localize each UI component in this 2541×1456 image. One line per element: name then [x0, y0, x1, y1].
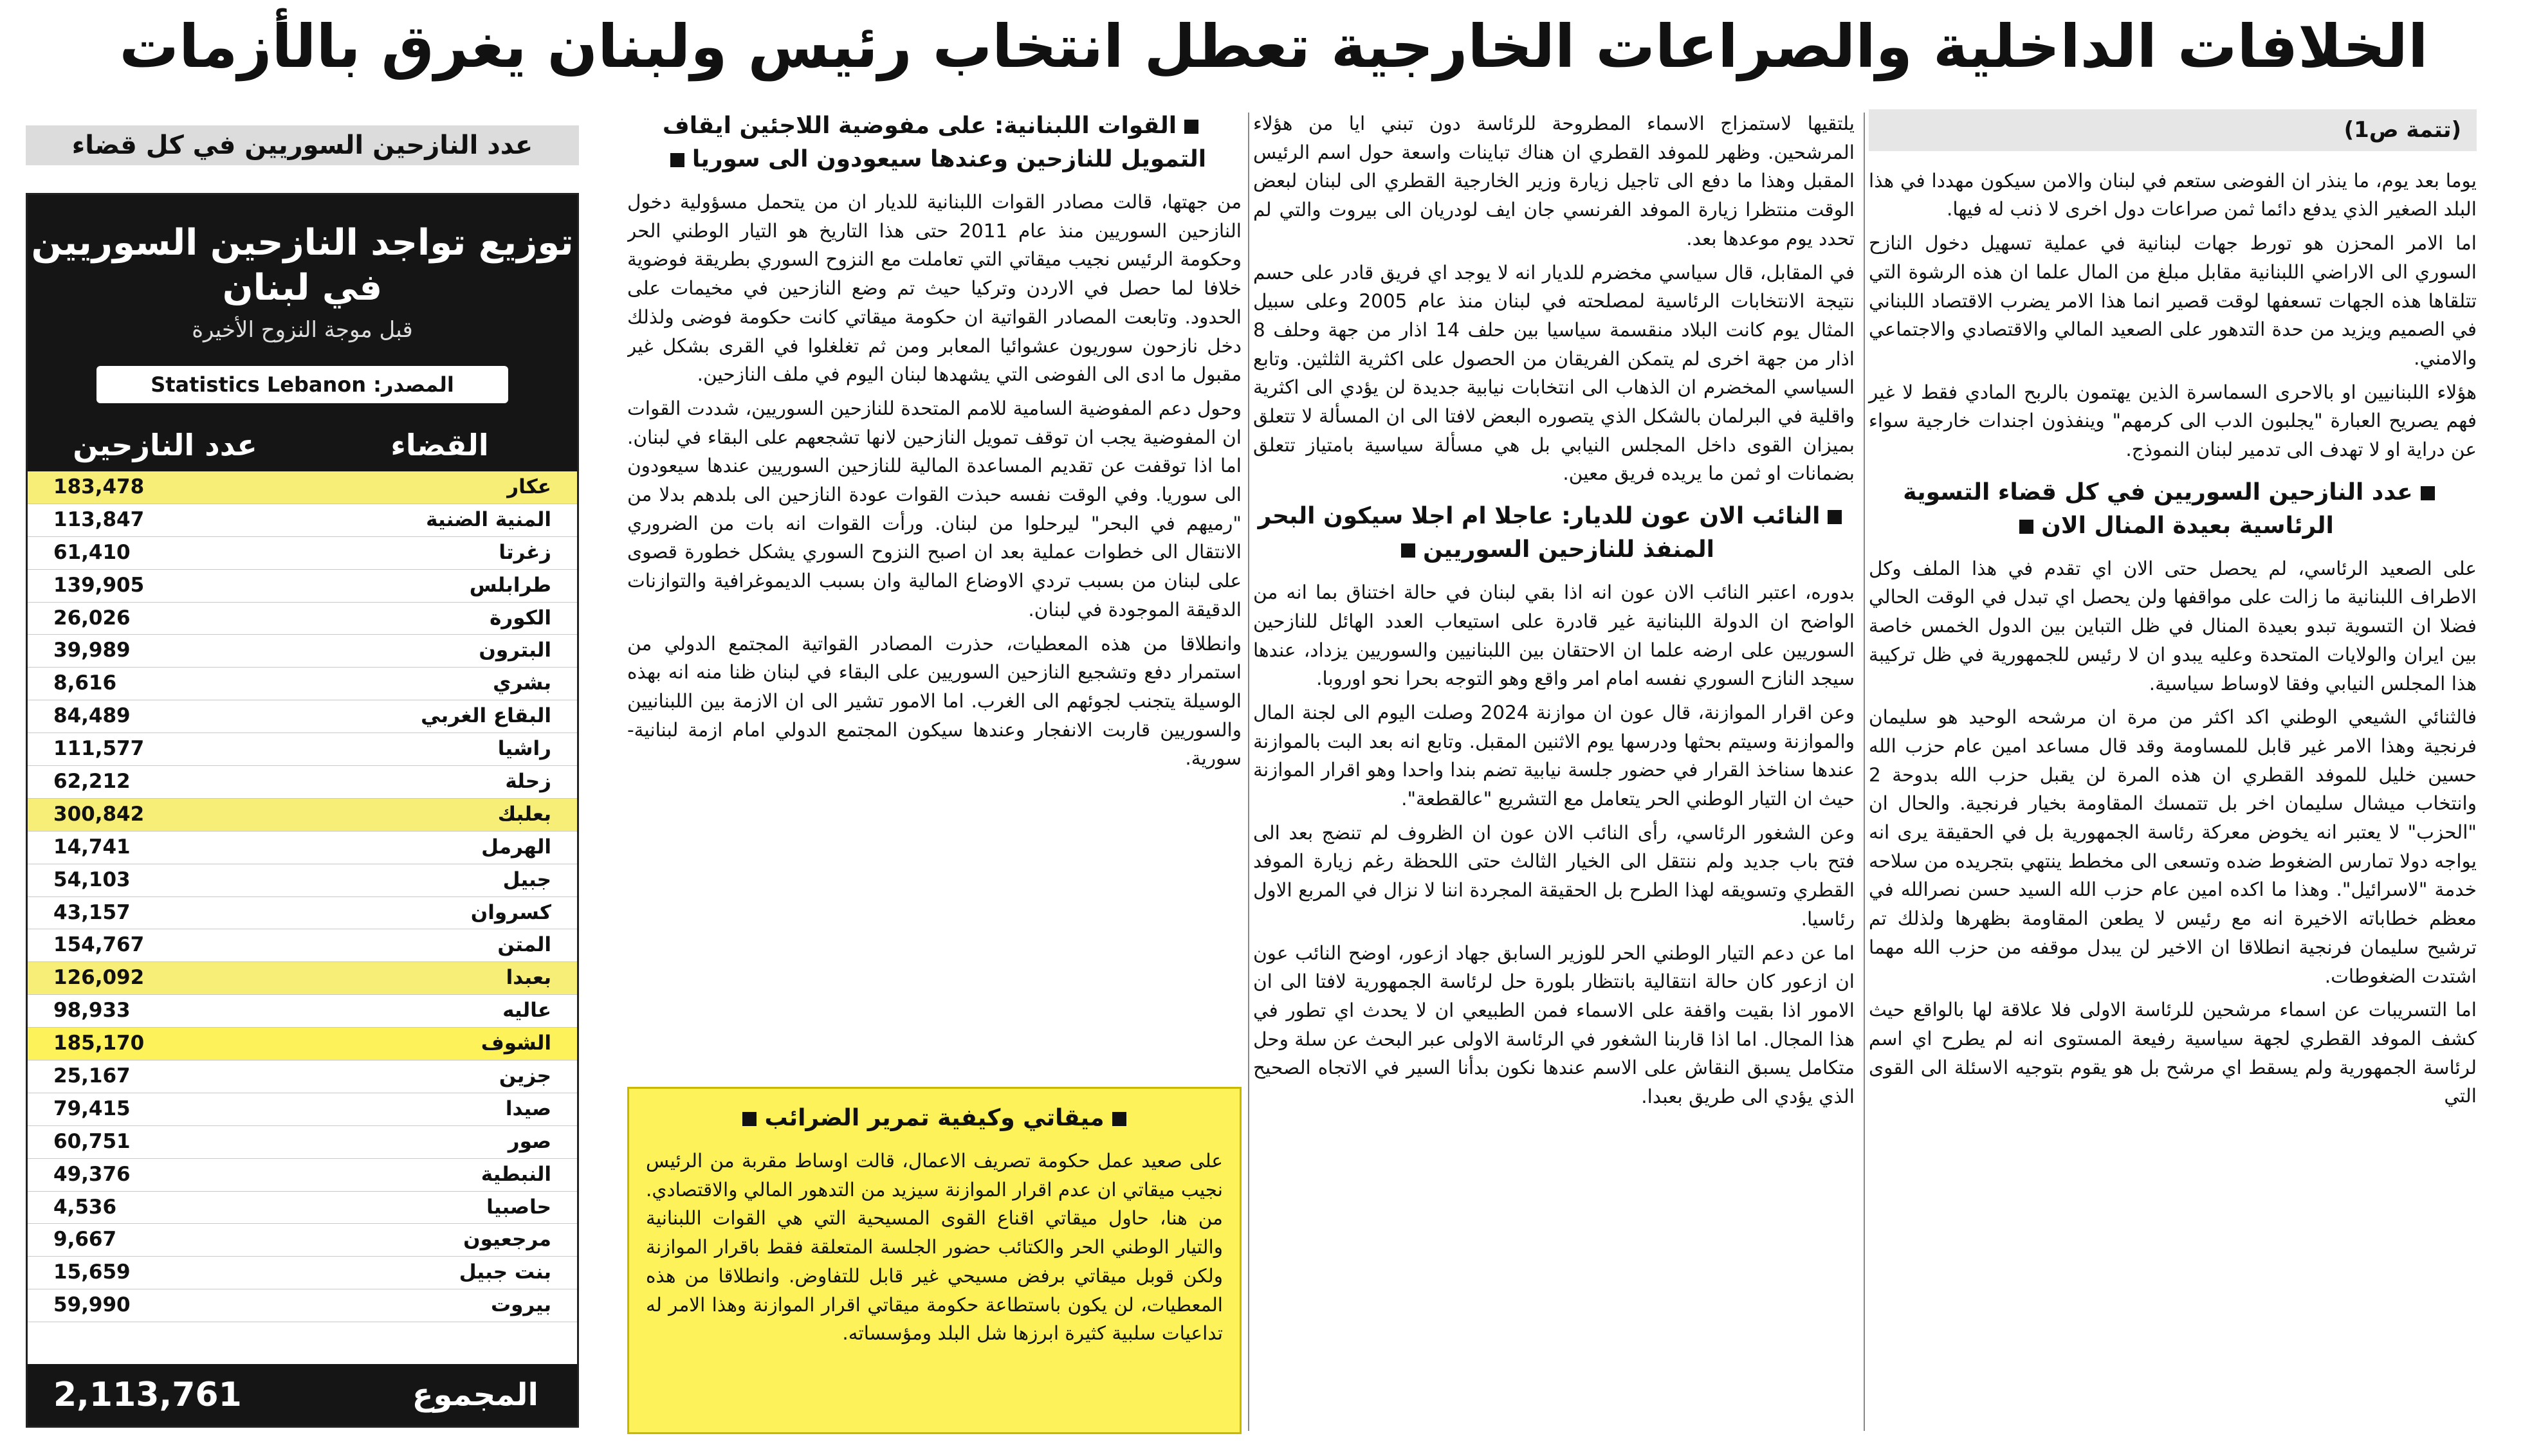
table-row — [28, 635, 577, 668]
table-header — [28, 195, 577, 471]
district-name: عكار — [302, 471, 577, 504]
total-value: 2,113,761 — [53, 1376, 242, 1414]
paragraph: بدوره، اعتبر النائب الان عون انه اذا بقي لبنان في حالة اختناق بما انه من الواضح ان الدولة اللبنانية غير قادرة على استيعاب العدد الهائل للنازحين السوريين على ارضه علما ان الاحتقان بين اللبنانيين والسوريين يزداد، عندها سيجد النازح السوري نفسه امام امر واقع وهو التوجه بحرا نحو اوروبا. — [1253, 581, 1855, 690]
source-value: Statistics Lebanon — [151, 372, 366, 397]
square-bullet-icon — [1401, 543, 1415, 558]
table-row — [28, 1126, 577, 1159]
district-name: الشوف — [481, 1032, 551, 1055]
column-header-count: عدد النازحين — [73, 428, 257, 462]
continuation-label: (تتمة ص1) — [1869, 109, 2477, 151]
district-name: صور — [508, 1129, 551, 1153]
article-column-1 — [1869, 109, 2477, 1116]
paragraph: وانطلاقا من هذه المعطيات، حذرت المصادر القواتية المجتمع الدولي من استمرار دفع وتشجيع النازحين السوريين على البقاء في لبنان ظنا منه انه بهذه الوسيلة يتجنب لجوئهم الى الغرب. اما الامور تشير الى ان الازمة بين اللبنانيين والسوريين قاربت الانفجار وعندها سيكون المجتمع الدولي امام ازمة لبنانية-سورية. — [627, 632, 1242, 770]
refugee-count: 61,410 — [53, 540, 131, 564]
refugee-count: 126,092 — [28, 962, 302, 994]
refugee-table — [26, 193, 579, 1428]
headline: الخلافات الداخلية والصراعات الخارجية تعطل انتخاب رئيس ولبنان يغرق بالأزمات — [119, 12, 2428, 81]
refugee-count: 39,989 — [53, 639, 131, 662]
refugee-count: 54,103 — [53, 868, 131, 891]
table-row — [28, 1028, 577, 1060]
table-row — [28, 700, 577, 733]
paragraph: يلتقيها لاستمزاج الاسماء المطروحة للرئاسة دون تبني ايا من هؤلاء المرشحين. وظهر للموفد القطري ان هناك تباينات واسعة حول اسم الرئيس المقبل وهذا ما دفع الى تاجيل زيارة وزير الخارجية القطري الى لبنان لبعض الوقت منتظرا زيارة الموفد الفرنسي جان ايف لودريان الى بيروت والتي لم تحدد يوم موعدها بعد. — [1253, 113, 1855, 250]
column-divider — [1248, 113, 1249, 1431]
district-name: عاليه — [502, 999, 551, 1023]
refugee-count: 183,478 — [28, 471, 302, 504]
refugee-count: 98,933 — [53, 999, 131, 1023]
table-row — [28, 799, 577, 832]
refugee-count: 113,847 — [53, 507, 145, 531]
paragraph: على صعيد عمل حكومة تصريف الاعمال، قالت اوساط مقربة من الرئيس نجيب ميقاتي ان عدم اقرار الموازنة سيزيد من التدهور المالي والاقتصادي. من هنا، حاول ميقاتي اقناع القوى المسيحية التي هي القوات اللبنانية والتيار الوطني الحر والكتائب حضور الجلسة المتعلقة فقط باقرار الموازنة ولكن قوبل ميقاتي برفض مسيحي غير قابل للتفاوض. وانطلاقا من هذه المعطيات، لن يكون باستطاعة حكومة ميقاتي اقرار الموازنة وهذا الامر له تداعيات سلبية كثيرة ابرزها شل البلد ومؤسساته. — [646, 1150, 1223, 1345]
subheading-text: عدد النازحين السوريين في كل قضاء التسوية الرئاسية بعيدة المنال الان — [1903, 478, 2413, 539]
refugee-count: 60,751 — [53, 1129, 131, 1153]
refugee-count: 8,616 — [53, 671, 117, 695]
table-row — [28, 897, 577, 930]
refugee-count: 111,577 — [53, 737, 145, 761]
district-name: بيروت — [491, 1293, 551, 1317]
district-name: المتن — [497, 933, 551, 957]
table-column-headers — [28, 416, 577, 474]
table-source — [96, 366, 508, 403]
refugee-count: 49,376 — [53, 1162, 131, 1186]
table-row — [28, 1257, 577, 1289]
refugee-count: 300,842 — [28, 799, 302, 831]
refugee-count: 84,489 — [53, 704, 131, 728]
square-bullet-icon — [742, 1112, 757, 1126]
square-bullet-icon — [2019, 520, 2033, 534]
table-row — [28, 864, 577, 897]
district-name: بشري — [493, 671, 551, 695]
table-row — [28, 1289, 577, 1322]
table-row — [28, 766, 577, 799]
subheading — [627, 109, 1242, 176]
paragraph: اما التسريبات عن اسماء مرشحين للرئاسة الاولى فلا علاقة لها بالواقع حيث كشف الموفد القطري لجهة سياسية رفيعة المستوى انه لم يطرح اي اسم لرئاسة الجمهورية ولم يسقط اي مرشح بل هو يقوم بتوجيه الاسئلة الى القوى التي — [1869, 999, 2477, 1107]
district-name: النبطية — [481, 1162, 551, 1186]
district-name: بنت جبيل — [459, 1260, 551, 1284]
district-name: جبيل — [502, 868, 551, 891]
subheading — [1869, 476, 2477, 543]
subheading — [1253, 500, 1855, 567]
table-row — [28, 471, 577, 504]
district-name: حاصبيا — [486, 1195, 551, 1219]
highlight-box — [627, 1087, 1242, 1434]
refugee-count: 15,659 — [53, 1260, 131, 1284]
table-row — [28, 668, 577, 700]
table-row — [28, 504, 577, 537]
table-rows — [28, 471, 577, 1322]
table-row — [28, 1060, 577, 1093]
paragraph: وحول دعم المفوضية السامية للامم المتحدة للنازحين السوريين، شددت القوات ان المفوضية يجب ان توقف تمويل النازحين لانها تشجعهم على البقاء في لبنان. اما اذا توقفت عن تقديم المساعدة المالية للنازحين السوريين عندها سيعودون الى سوريا. وفي الوقت نفسه حبذت القوات عودة النازحين الى بلدهم بدلا من "رميهم في البحر" ليرحلوا من لبنان. ورأت القوات انه بات من الضروري الانتقال الى خطوات عملية بعد ان اصبح النزوح السوري يشكل خطورة قصوى على لبنان من بسبب تردي الاوضاع المالية وان بسبب الديموغرافية والتوازنات الدقيقة الموجودة في لبنان. — [627, 397, 1242, 621]
table-row — [28, 962, 577, 995]
district-name: الكورة — [490, 606, 551, 630]
column-header-district: القضاء — [390, 428, 489, 462]
paragraph: على الصعيد الرئاسي، لم يحصل حتى الان اي تقدم في هذا الملف وكل الاطراف اللبنانية ما زالت على مواقفها ولن يحصل اي تبدل في الوقت الحالي فضلا ان التسوية تبدو بعيدة المنال في ظل التباين بين الدول الخمس خاصة بين ايران والولايات المتحدة وعليه يبدو ان لا رئيس للجمهورية في ظل تركيبة هذا المجلس النيابي وفقا لاوساط سياسية. — [1869, 557, 2477, 695]
district-name: بعلبك — [302, 799, 577, 831]
district-name: راشيا — [497, 737, 551, 761]
refugee-count: 9,667 — [53, 1228, 117, 1251]
square-bullet-icon — [1828, 510, 1842, 524]
table-row — [28, 929, 577, 962]
district-name: كسروان — [470, 900, 551, 924]
article-column-2 — [1253, 109, 1855, 1116]
district-name: صيدا — [505, 1097, 551, 1120]
subheading — [646, 1102, 1223, 1135]
district-name: طرابلس — [469, 573, 551, 597]
paragraph: هؤلاء اللبنانيين او بالاحرى السماسرة الذين يهتمون بالربح المادي فقط لا غير فهم يصريح العبارة "يجلبون الدب الى كرمهم" وينفذون اجندات خارجية سواء عن دراية او لا تهدف الى تدمير لبنان النموذج. — [1869, 381, 2477, 461]
district-name: البترون — [479, 639, 551, 662]
subheading-text: ميقاتي وكيفية تمرير الضرائب — [764, 1105, 1105, 1131]
district-name: الهرمل — [481, 835, 551, 859]
table-row — [28, 832, 577, 864]
source-label: المصدر: — [373, 372, 454, 397]
paragraph: وعن الشغور الرئاسي، رأى النائب الان عون ان الظروف لم تنضج بعد الى فتح باب جديد ولم ننتقل الى الخيار الثالث حتى اللحظة رغم زيارة الموفد القطري وتسويقه لهذا الطرح بل الحقيقة المجردة اننا لا نزال في المربع الاول رئاسيا. — [1253, 821, 1855, 930]
table-title: توزيع تواجد النازحين السوريين في لبنان — [31, 222, 574, 309]
district-name: البقاع الغربي — [421, 704, 551, 728]
district-name: المنية الضنية — [426, 507, 551, 531]
table-row — [28, 537, 577, 570]
refugee-count: 14,741 — [53, 835, 131, 859]
table-subtitle: قبل موجة النزوح الأخيرة — [192, 317, 413, 343]
refugee-count: 26,026 — [53, 606, 131, 630]
paragraph: في المقابل، قال سياسي مخضرم للديار انه لا يوجد اي فريق قادر على حسم نتيجة الانتخابات الرئاسية لمصلحته في لبنان منذ عام 2005 وعلى سبيل المثال يوم كانت البلاد منقسمة سياسيا بين حلف 14 اذار من جهة وحلف 8 اذار من جهة اخرى لم يتمكن الفريقان من الحصول على اكثرية الثلثين. وتابع السياسي المخضرم ان الذهاب الى انتخابات نيابية جديدة لن يؤدي الى اكثرية واقلية في البرلمان بالشكل الذي يتصوره البعض لافتا الى ان المسألة لا تتعلق بميزان القوى داخل المجلس النيابي بل هي مسألة سياسية بامتياز تتعلق بضمانات او ثمن ما يريده فريق معين. — [1253, 261, 1855, 485]
paragraph: وعن اقرار الموازنة، قال عون ان موازنة 2024 وصلت اليوم الى لجنة المال والموازنة وسيتم بحثها ودرسها يوم الاثنين المقبل. وتابع انه بعد البت بالموازنة عندها سناخذ القرار في حضور جلسة نيابية تضم بندا واحدا وهو اقرار الموازنة حيث ان التيار الوطني الحر يتعامل مع التشريع "عالقطعة". — [1253, 701, 1855, 810]
subheading-text: النائب الان عون للديار: عاجلا ام اجلا سيكون البحر المنفذ للنازحين السوريين — [1258, 503, 1821, 563]
table-row — [28, 570, 577, 603]
table-row — [28, 603, 577, 635]
column-divider — [1864, 113, 1865, 1431]
refugee-count: 62,212 — [53, 770, 131, 794]
district-name: بعبدا — [302, 962, 577, 994]
table-row — [28, 1159, 577, 1192]
refugee-count: 4,536 — [53, 1195, 117, 1219]
paragraph: يوما بعد يوم، ما ينذر ان الفوضى ستعم في لبنان والامن سيكون مهددا في هذا البلد الصغير الذي يدفع دائما ثمن صراعات دول اخرى لا ذنب له فيها. — [1869, 169, 2477, 221]
subheading-text: القوات اللبنانية: على مفوضية اللاجئين ايقاف التمويل للنازحين وعندها سيعودون الى سوريا — [662, 113, 1207, 172]
refugee-count: 154,767 — [53, 933, 145, 957]
refugee-count: 43,157 — [53, 900, 131, 924]
total-label: المجموع — [412, 1377, 538, 1413]
refugee-count: 185,170 — [53, 1032, 145, 1055]
table-row — [28, 1224, 577, 1257]
square-bullet-icon — [1112, 1112, 1126, 1126]
district-name: جزين — [499, 1064, 551, 1088]
paragraph: فالثنائي الشيعي الوطني اكد اكثر من مرة ان مرشحه الوحيد هو سليمان فرنجية وهذا الامر غير قابل للمساومة وقد قال مساعد امين عام حزب الله حسين خليل للموفد القطري ان هذه المرة لن يقبل حزب الله بدوحة 2 وانتخاب ميشال سليمان اخر بل تتمسك المقاومة بخيار فرنجية. والحال ان "الحزب" لا يعتبر انه يخوض معركة رئاسة الجمهورية بل في الحقيقة يرى انه يواجه دولا تمارس الضغوط ضده وتسعى الى مخطط ينتهي بتجريده من سلاحه خدمة "لاسرائيل". وهذا ما اكده امين عام حزب الله السيد حسن نصرالله في معظم خطاباته الاخيرة انه مع رئيس لا يطعن المقاومة بظهرها ولذلك تم ترشيح سليمان فرنجية انطلاقا ان الاخير لن يبدل موقفه من حزب الله مهما اشتدت الضغوطات. — [1869, 706, 2477, 987]
article-column-3 — [627, 109, 1242, 1074]
district-name: زحلة — [505, 770, 551, 794]
square-bullet-icon — [1184, 120, 1198, 134]
square-bullet-icon — [2421, 486, 2435, 500]
paragraph: من جهتها، قالت مصادر القوات اللبنانية للديار ان من يتحمل مسؤولية دخول النازحين السوريين منذ عام 2011 حتى هذا التاريخ هو التيار الوطني الحر وحكومة الرئيس نجيب ميقاتي التي تعاملت مع النزوح السوري بطريقة فوضوية خلافا لما حصل في الاردن وتركيا حيث تم وضع النازحين في مخيمات على الحدود. وتابعت المصادر القواتية ان حكومة ميقاتي كانت حكومة فوضى ولذلك دخل نازحون سوريون عشوائيا المعابر ومن ثم تغلغلوا في القرى بشكل غير مقبول ما ادى الى الفوضى التي يشهدها لبنان اليوم في ملف النازحين. — [627, 191, 1242, 386]
paragraph: اما الامر المحزن هو تورط جهات لبنانية في عملية تسهيل دخول النازح السوري الى الاراضي اللبنانية مقابل مبلغ من المال علما ان هذه الرشوة التي تتلقاها هذه الجهات تسعفها لوقت قصير انما هذا الامر يضرب الاقتصاد اللبناني في الصميم ويزيد من حدة التدهور على الصعيد المالي والاقتصادي والاجتماعي والامني. — [1869, 232, 2477, 369]
paragraph: اما عن دعم التيار الوطني الحر للوزير السابق جهاد ازعور، اوضح النائب عون ان ازعور كان حالة انتقالية بانتظار بلورة حل لرئاسة الجمهورية لافتا الى ان الامور اذا بقيت واقفة على الاسماء فمن الطبيعي ان لا يحدث اي تطور في هذا المجال. اما اذا قاربنا الشغور في الرئاسة الاولى عبر البحث عن سلة وحل متكامل يسبق النقاش على الاسم عندها نكون بدأنا السير في الاتجاه الصحيح الذي يؤدي الى طريق بعبدا. — [1253, 942, 1855, 1108]
table-row — [28, 1192, 577, 1224]
table-row — [28, 1093, 577, 1126]
refugee-count: 59,990 — [53, 1293, 131, 1317]
square-bullet-icon — [670, 153, 684, 167]
refugee-count: 25,167 — [53, 1064, 131, 1088]
table-total-row — [28, 1364, 577, 1426]
table-caption: عدد النازحين السوريين في كل قضاء — [26, 125, 579, 165]
district-name: زغرتا — [499, 540, 551, 564]
refugee-count: 139,905 — [53, 573, 145, 597]
refugee-count: 79,415 — [53, 1097, 131, 1120]
district-name: مرجعيون — [463, 1228, 551, 1251]
table-row — [28, 733, 577, 766]
table-row — [28, 995, 577, 1028]
